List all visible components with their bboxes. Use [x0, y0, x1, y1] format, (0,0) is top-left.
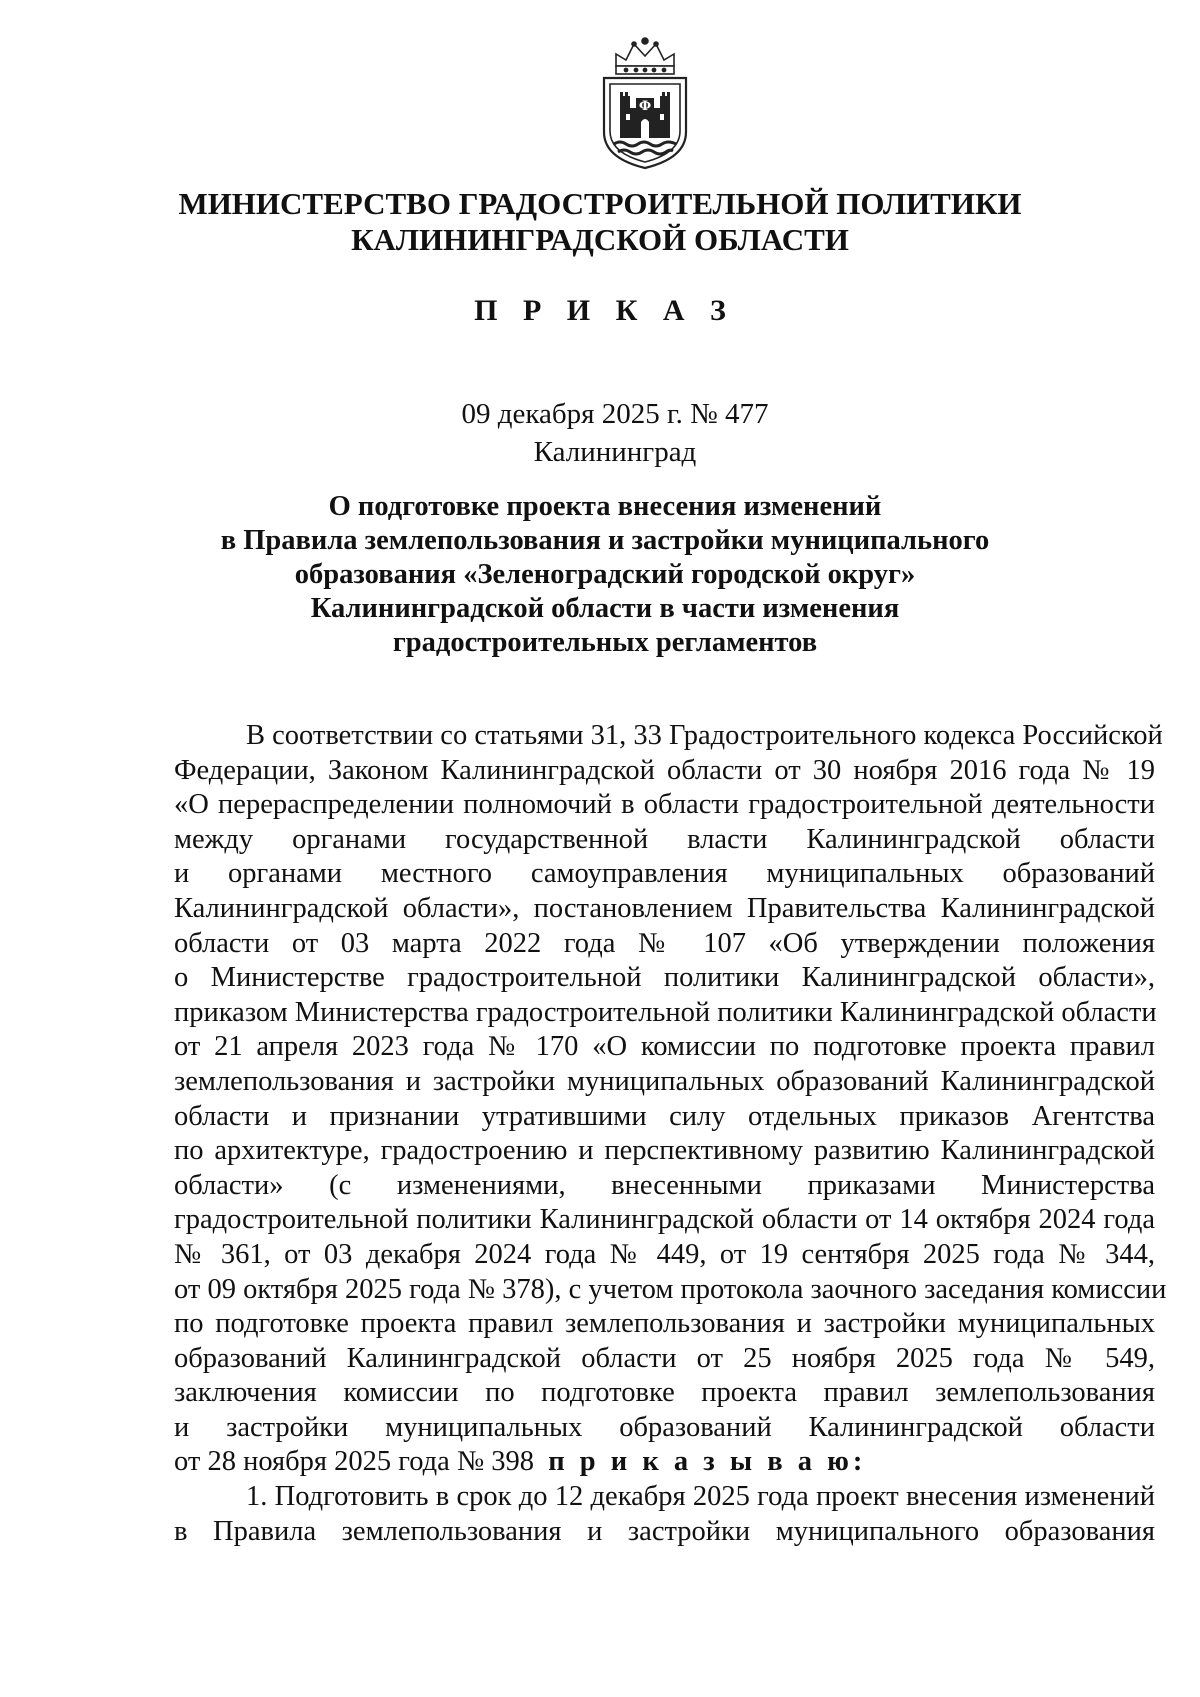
body-line: области от 03 марта 2022 года № 107 «Об утверждении положения — [174, 927, 1155, 959]
body-line: и застройки муниципальных образований Калининградской области — [174, 1411, 1155, 1443]
subject-line: градостроительных регламентов — [392, 627, 818, 658]
body-line: от 09 октября 2025 года № 378), с учетом протокола заочного заседания комиссии — [174, 1273, 1167, 1305]
body-line: заключения комиссии по подготовке проекта правил землепользования — [174, 1377, 1155, 1409]
body-line: № 361, от 03 декабря 2024 года № 449, от 19 сентября 2025 года № 344, — [174, 1238, 1155, 1270]
body-line: образований Калининградской области от 25 ноября 2025 года № 549, — [174, 1342, 1155, 1374]
body-line: по архитектуре, градостроению и перспективному развитию Калининградской — [174, 1135, 1155, 1167]
coat-of-arms-emblem — [596, 36, 694, 170]
body-line: землепользования и застройки муниципальных образований Калининградской — [174, 1065, 1155, 1097]
body-line: В соответствии со статьями 31, 33 Градостроительного кодекса Российской — [246, 720, 1163, 751]
city: Калининград — [533, 436, 697, 468]
subject-line: О подготовке проекта внесения изменений — [328, 491, 882, 522]
item-1-line: в Правила землепользования и застройки муниципального образования — [174, 1515, 1155, 1547]
body-line: области и признании утратившими силу отдельных приказов Агентства — [174, 1100, 1155, 1132]
body-line: «О перераспределении полномочий в области градостроительной деятельности — [174, 789, 1155, 821]
subject-line: образования «Зеленоградский городской округ» — [294, 559, 916, 590]
svg-text:Ф: Ф — [638, 99, 652, 114]
subject-line: в Правила землепользования и застройки муниципального — [220, 525, 990, 556]
body-line: о Министерстве градостроительной политики Калининградской области», — [174, 962, 1155, 994]
date-number: 09 декабря 2025 г. № 477 — [461, 398, 769, 430]
body-line: градостроительной политики Калининградской области от 14 октября 2024 года — [174, 1204, 1155, 1236]
order-body — [174, 719, 1167, 1549]
body-line: Калининградской области», постановлением Правительства Калининградской — [174, 892, 1155, 924]
order-word: п р и к а з ы в а ю: — [548, 1446, 867, 1478]
body-line: области» (с изменениями, внесенными приказами Министерства — [174, 1169, 1155, 1201]
ministry-name-line-1: МИНИСТЕРСТВО ГРАДОСТРОИТЕЛЬНОЙ ПОЛИТИКИ — [178, 186, 1022, 221]
body-line-with-order-word — [174, 1445, 1155, 1480]
body-line-text: от 28 ноября 2025 года № 398 — [174, 1446, 535, 1478]
ministry-name-line-2: КАЛИНИНГРАДСКОЙ ОБЛАСТИ — [351, 222, 849, 257]
item-1-line: 1. Подготовить в срок до 12 декабря 2025 года проект внесения изменений — [246, 1481, 1155, 1513]
order-subject — [0, 490, 1200, 660]
body-line: Федерации, Законом Калининградской области от 30 ноября 2016 года № 19 — [174, 754, 1155, 786]
ministry-name — [0, 186, 1200, 258]
body-line: от 21 апреля 2023 года № 170 «О комиссии по подготовке проекта правил — [174, 1031, 1155, 1063]
body-line: и органами местного самоуправления муниципальных образований — [174, 858, 1155, 890]
body-line: приказом Министерства градостроительной политики Калининградской области — [174, 996, 1157, 1028]
body-line: между органами государственной власти Калининградской области — [174, 823, 1155, 855]
date-and-place — [0, 395, 1200, 471]
document-type-heading: П Р И К А З — [474, 294, 735, 327]
body-line: по подготовке проекта правил землепользования и застройки муниципальных — [174, 1308, 1155, 1340]
subject-line: Калининградской области в части изменения — [310, 593, 900, 624]
